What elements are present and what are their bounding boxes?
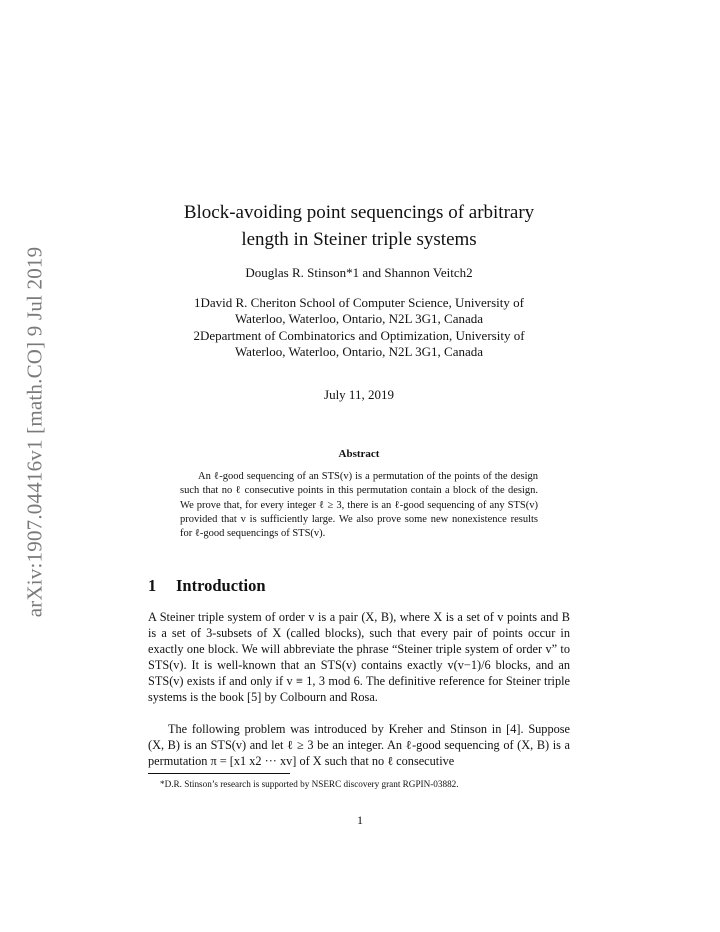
affiliation-1 [148,295,570,327]
abstract-heading: Abstract [338,448,380,460]
footnote: *D.R. Stinson’s research is supported by NSERC discovery grant RGPIN-03882. [160,779,459,789]
paper-date: July 11, 2019 [324,387,394,402]
affiliation-2-line-2: Waterloo, Waterloo, Ontario, N2L 3G1, Canada [234,344,484,359]
arxiv-identifier: arXiv:1907.04416v1 [math.CO] 9 Jul 2019 [22,246,47,618]
affiliation-2-line-1: 2Department of Combinatorics and Optimization, University of [193,328,525,343]
intro-paragraph-2: The following problem was introduced by Kreher and Stinson in [4]. Suppose (X, B) is an STS(v) and let ℓ ≥ 3 be an integer. An ℓ-good sequencing of (X, B) is a permutation π = [x1 x2 ··· xv] of X such that no ℓ consecutive [148,722,570,769]
intro-paragraph-1: A Steiner triple system of order v is a pair (X, B), where X is a set of v points and B is a set of 3-subsets of X (called blocks), such that every pair of points occur in exactly one block. We will abbreviate the phrase “Steiner triple system of order v” to STS(v). It is well-known that an STS(v) contains exactly v(v−1)/6 blocks, and an STS(v) exists if and only if v ≡ 1, 3 mod 6. The definitive reference for Steiner triple systems is the book [5] by Colbourn and Rosa. [148,610,570,705]
footnote-rule [148,773,290,774]
abstract-text: An ℓ-good sequencing of an STS(v) is a permutation of the points of the design such that no ℓ consecutive points in this permutation contain a block of the design. We prove that, for every integer ℓ ≥ 3, there is an ℓ-good sequencing of any STS(v) provided that v is sufficiently large. We also prove some new nonexistence results for ℓ-good sequencings of STS(v). [180,471,538,540]
affiliation-1-line-2: Waterloo, Waterloo, Ontario, N2L 3G1, Canada [234,311,484,326]
paper-title [148,199,570,253]
page-number: 1 [357,813,363,827]
section-heading [148,576,266,596]
affiliation-2 [148,328,570,360]
title-line-1: Block-avoiding point sequencings of arbitrary [183,202,535,223]
section-number: 1 [148,576,157,595]
section-title: Introduction [176,576,266,595]
authors: Douglas R. Stinson*1 and Shannon Veitch2 [245,265,473,280]
affiliation-1-line-1: 1David R. Cheriton School of Computer Science, University of [193,295,524,310]
title-line-2: length in Steiner triple systems [241,229,477,250]
